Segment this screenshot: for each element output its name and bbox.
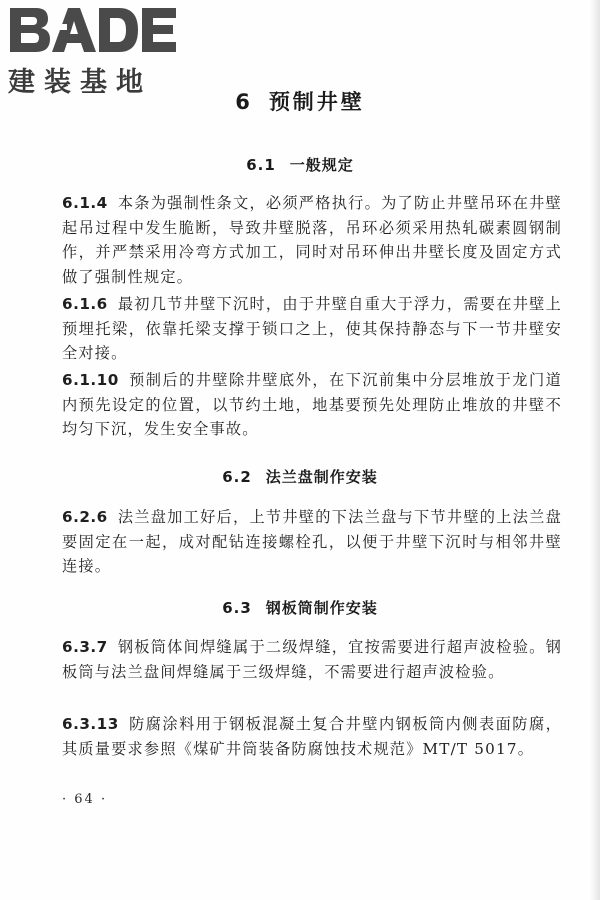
bade-logo-icon	[6, 4, 181, 64]
chapter-number: 6	[235, 90, 253, 114]
clause-number: 6.2.6	[62, 508, 108, 526]
section-number: 6.1	[246, 156, 276, 174]
section-title: 钢板筒制作安装	[265, 599, 378, 617]
section-heading-6-2	[0, 466, 600, 487]
clause-6-3-13	[62, 712, 562, 761]
section-heading-6-3	[0, 597, 600, 618]
chapter-title	[0, 86, 600, 116]
clause-6-1-4	[62, 191, 562, 289]
chapter-title-text: 预制井壁	[268, 90, 365, 114]
page-edge-shadow	[590, 0, 600, 900]
clause-number: 6.1.4	[62, 194, 108, 212]
watermark-logo	[6, 4, 181, 96]
clause-6-2-6	[62, 505, 562, 579]
page-number: · 64 ·	[62, 792, 108, 807]
clause-text: 钢板筒体间焊缝属于二级焊缝，宜按需要进行超声波检验。钢板筒与法兰盘间焊缝属于三级焊缝，不需要进行超声波检验。	[62, 638, 562, 681]
section-number: 6.2	[222, 468, 252, 486]
clause-text: 法兰盘加工好后，上节井壁的下法兰盘与下节井壁的上法兰盘要固定在一起，成对配钻连接螺栓孔，以便于井壁下沉时与相邻井壁连接。	[62, 508, 562, 575]
section-number: 6.3	[222, 599, 252, 617]
clause-6-3-7	[62, 635, 562, 684]
section-title: 一般规定	[289, 156, 354, 174]
clause-text: 本条为强制性条文，必须严格执行。为了防止井壁吊环在井壁起吊过程中发生脆断，导致井壁脱落，吊环必须采用热轧碳素圆钢制作，并严禁采用冷弯方式加工，同时对吊环伸出井壁长度及固定方式做了强制性规定。	[62, 194, 562, 286]
clause-6-1-6	[62, 292, 562, 366]
section-heading-6-1	[0, 154, 600, 175]
clause-text: 防腐涂料用于钢板混凝土复合井壁内钢板筒内侧表面防腐，其质量要求参照《煤矿井筒装备防腐蚀技术规范》MT/T 5017。	[62, 715, 562, 758]
clause-number: 6.1.10	[62, 371, 119, 389]
watermark-subtitle: 建装基地	[8, 67, 152, 98]
clause-6-1-10	[62, 368, 562, 442]
clause-text: 预制后的井壁除井壁底外，在下沉前集中分层堆放于龙门道内预先设定的位置，以节约土地，地基要预先处理防止堆放的井壁不均匀下沉，发生安全事故。	[62, 371, 562, 438]
clause-number: 6.3.13	[62, 715, 119, 733]
clause-text: 最初几节井壁下沉时，由于井壁自重大于浮力，需要在井壁上预埋托梁，依靠托梁支撑于锁口之上，使其保持静态与下一节井壁安全对接。	[62, 295, 562, 362]
section-title: 法兰盘制作安装	[265, 468, 378, 486]
clause-number: 6.3.7	[62, 638, 108, 656]
clause-number: 6.1.6	[62, 295, 108, 313]
